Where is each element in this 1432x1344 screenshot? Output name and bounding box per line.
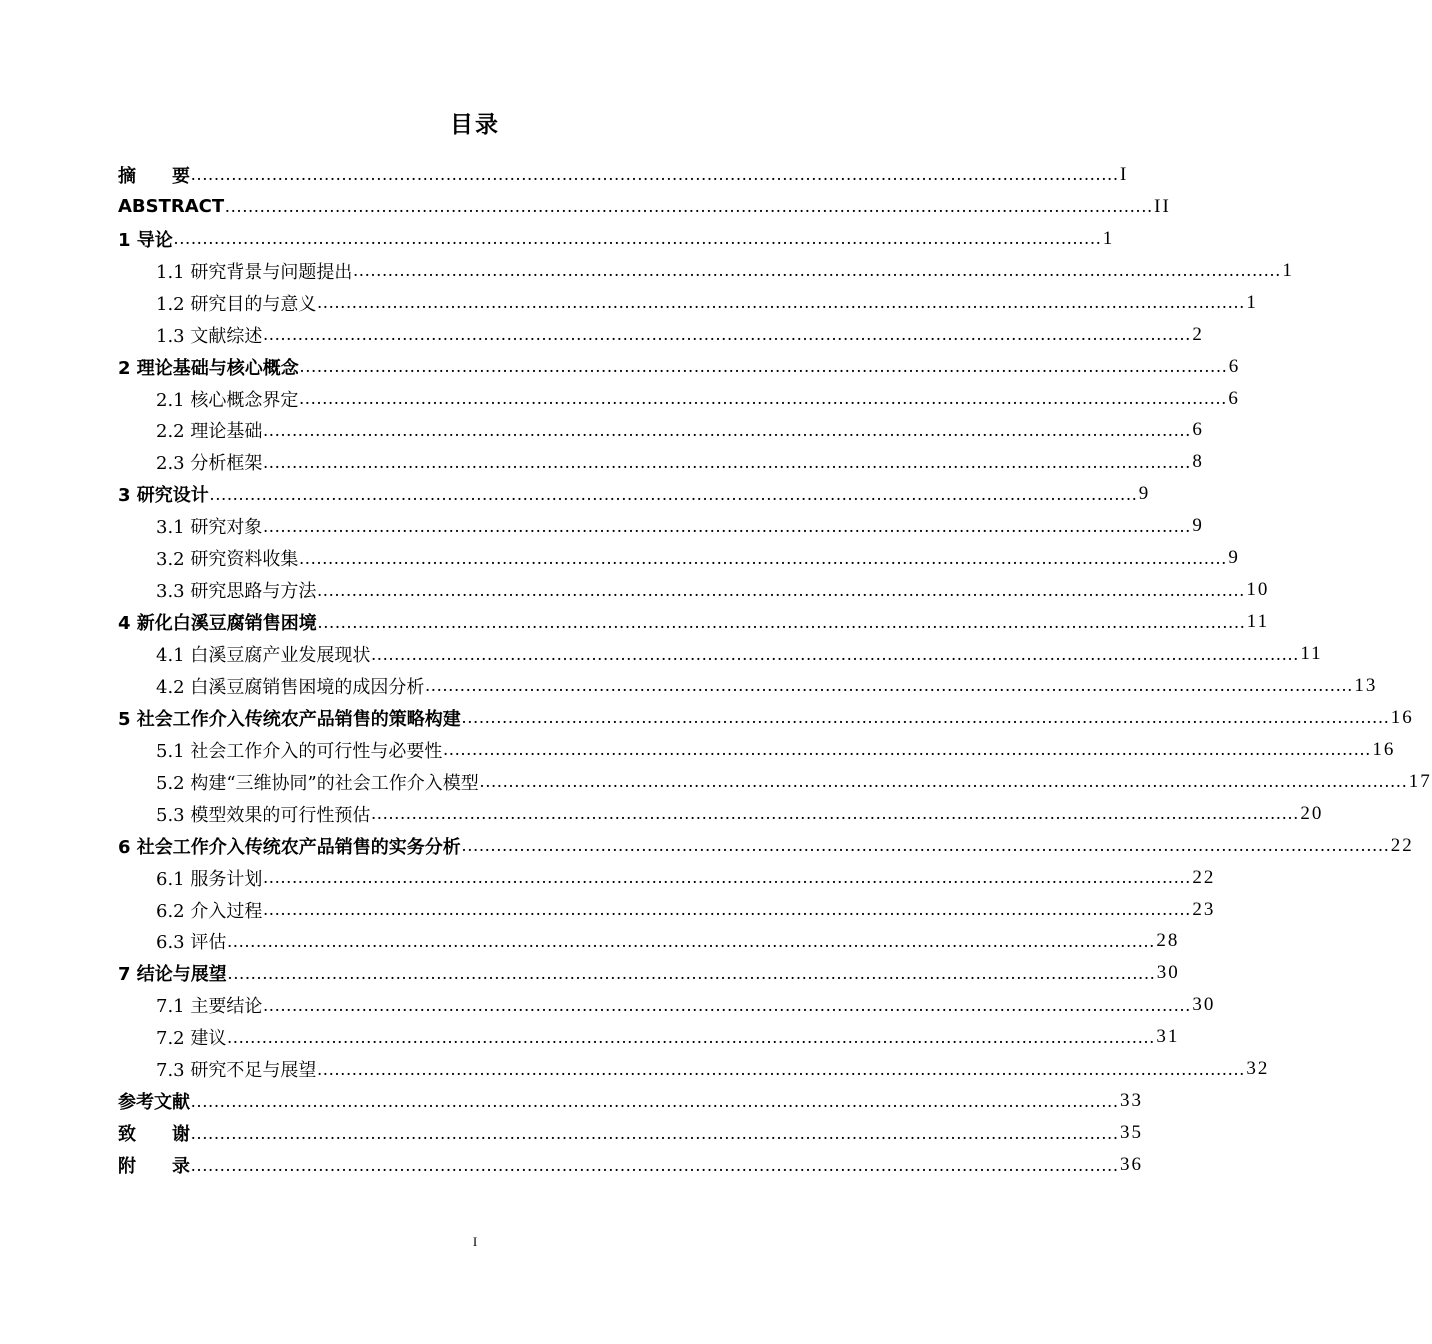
toc-entry-title: 2.2 理论基础 xyxy=(156,421,263,443)
toc-dot-leader: ................................................................................................................................................................ xyxy=(191,164,1119,185)
toc-entry[interactable] xyxy=(118,542,1240,574)
toc-entry-title: 1.2 研究目的与意义 xyxy=(156,293,317,315)
toc-entry[interactable] xyxy=(118,798,1324,830)
toc-entry-page: 6 xyxy=(1228,355,1241,377)
toc-dot-leader: ................................................................................................................................................................ xyxy=(263,419,1192,440)
toc-dot-leader: ................................................................................................................................................................ xyxy=(299,547,1228,568)
toc-entry[interactable] xyxy=(118,670,1378,702)
toc-entry-page: 32 xyxy=(1246,1058,1270,1080)
toc-entry-title: 7.3 研究不足与展望 xyxy=(156,1060,317,1082)
toc-entry-title: 2.3 分析框架 xyxy=(156,453,263,475)
toc-entry-page: 20 xyxy=(1300,802,1324,824)
toc-dot-leader: ................................................................................................................................................................ xyxy=(425,675,1354,696)
toc-entry-page: 22 xyxy=(1390,834,1414,856)
toc-entry-page: 17 xyxy=(1408,770,1432,792)
toc-dot-leader: ................................................................................................................................................................ xyxy=(227,1026,1156,1047)
toc-entry-title: 5.2 构建“三维协同”的社会工作介入模型 xyxy=(156,772,479,794)
toc-dot-leader: ................................................................................................................................................................ xyxy=(461,707,1390,728)
toc-entry-page: 35 xyxy=(1120,1122,1143,1144)
toc-entry[interactable] xyxy=(118,989,1216,1021)
toc-entry-title: 附 录 xyxy=(118,1156,190,1178)
toc-entry-page: 11 xyxy=(1300,643,1323,665)
toc-entry[interactable] xyxy=(118,287,1258,319)
toc-dot-leader: ................................................................................................................................................................ xyxy=(371,643,1300,664)
toc-dot-leader: ................................................................................................................................................................ xyxy=(263,451,1192,472)
toc-entry[interactable] xyxy=(118,510,1204,542)
toc-entry[interactable] xyxy=(118,830,1414,862)
toc-dot-leader: ................................................................................................................................................................ xyxy=(191,1154,1119,1175)
toc-entry-page: 33 xyxy=(1120,1090,1143,1112)
toc-entry[interactable] xyxy=(118,319,1204,351)
toc-entry-title: 参考文献 xyxy=(118,1092,190,1114)
toc-dot-leader: ................................................................................................................................................................ xyxy=(191,1122,1119,1143)
toc-entry[interactable] xyxy=(118,702,1414,734)
toc-entry[interactable] xyxy=(118,191,1171,223)
toc-entry-page: 22 xyxy=(1192,866,1216,888)
toc-entry[interactable] xyxy=(118,926,1180,958)
toc-entry-title: 5.3 模型效果的可行性预估 xyxy=(156,804,371,826)
toc-entry[interactable] xyxy=(118,446,1204,478)
toc-entry-title: 致 谢 xyxy=(118,1124,190,1146)
toc-entry-title: 7.1 主要结论 xyxy=(156,996,263,1018)
toc-entry-title: 3.1 研究对象 xyxy=(156,517,263,539)
toc-dot-leader: ................................................................................................................................................................ xyxy=(227,930,1156,951)
toc-entry-title: 5.1 社会工作介入的可行性与必要性 xyxy=(156,740,443,762)
toc-dot-leader: ................................................................................................................................................................ xyxy=(317,611,1246,632)
toc-entry-page: 31 xyxy=(1156,1026,1180,1048)
toc-dot-leader: ................................................................................................................................................................ xyxy=(443,739,1372,760)
toc-dot-leader: ................................................................................................................................................................ xyxy=(317,1058,1246,1079)
toc-entry-title: 1 导论 xyxy=(118,229,173,251)
toc-entry-page: 1 xyxy=(1102,227,1115,249)
toc-entry-title: 1.3 文献综述 xyxy=(156,325,263,347)
toc-entry[interactable] xyxy=(118,1053,1270,1085)
toc-entry-title: 6.2 介入过程 xyxy=(156,900,263,922)
toc-dot-leader: ................................................................................................................................................................ xyxy=(209,483,1138,504)
toc-entry-title: ABSTRACT xyxy=(118,196,225,218)
toc-entry[interactable] xyxy=(118,766,1432,798)
toc-dot-leader: ................................................................................................................................................................ xyxy=(299,388,1228,409)
toc-entry[interactable] xyxy=(118,1117,1143,1149)
toc-entry-title: 2.1 核心概念界定 xyxy=(156,389,299,411)
toc-entry-page: 11 xyxy=(1246,611,1270,633)
toc-entry-page: II xyxy=(1154,195,1171,217)
toc-entry[interactable] xyxy=(118,1149,1143,1181)
toc-entry[interactable] xyxy=(118,894,1216,926)
toc-entry-page: 16 xyxy=(1372,738,1396,760)
toc-entry-page: 23 xyxy=(1192,898,1216,920)
toc-entry[interactable] xyxy=(118,1021,1180,1053)
toc-entry[interactable] xyxy=(118,383,1240,415)
toc-entry-title: 1.1 研究背景与问题提出 xyxy=(156,261,353,283)
toc-entry-title: 4.1 白溪豆腐产业发展现状 xyxy=(156,645,371,667)
toc-entry-title: 6.1 服务计划 xyxy=(156,868,263,890)
toc-entry[interactable] xyxy=(118,415,1204,447)
toc-entry-title: 6.3 评估 xyxy=(156,932,227,954)
toc-entry[interactable] xyxy=(118,638,1323,670)
toc-entry-title: 4.2 白溪豆腐销售困境的成因分析 xyxy=(156,676,425,698)
toc-entry-page: 10 xyxy=(1246,579,1270,601)
toc-dot-leader: ................................................................................................................................................................ xyxy=(317,292,1246,313)
toc-entry[interactable] xyxy=(118,574,1270,606)
toc-entry-title: 6 社会工作介入传统农产品销售的实务分析 xyxy=(118,836,461,858)
toc-entry-page: 13 xyxy=(1354,674,1378,696)
toc-dot-leader: ................................................................................................................................................................ xyxy=(225,196,1154,217)
toc-entry-page: 9 xyxy=(1192,515,1204,537)
toc-entry-title: 7 结论与展望 xyxy=(118,964,227,986)
toc-dot-leader: ................................................................................................................................................................ xyxy=(317,579,1246,600)
toc-dot-leader: ................................................................................................................................................................ xyxy=(371,803,1300,824)
toc-entry-page: I xyxy=(1120,163,1129,185)
toc-entry[interactable] xyxy=(118,223,1115,255)
toc-dot-leader: ................................................................................................................................................................ xyxy=(299,356,1228,377)
toc-entry[interactable] xyxy=(118,734,1396,766)
toc-entry[interactable] xyxy=(118,957,1180,989)
toc-entry[interactable] xyxy=(118,606,1270,638)
toc-dot-leader: ................................................................................................................................................................ xyxy=(263,994,1192,1015)
toc-dot-leader: ................................................................................................................................................................ xyxy=(479,771,1408,792)
toc-entry-title: 7.2 建议 xyxy=(156,1028,227,1050)
toc-entry-title: 3.3 研究思路与方法 xyxy=(156,581,317,603)
toc-entry[interactable] xyxy=(118,478,1151,510)
toc-dot-leader: ................................................................................................................................................................ xyxy=(353,260,1282,281)
toc-entry[interactable] xyxy=(118,862,1216,894)
toc-entry-page: 30 xyxy=(1192,994,1216,1016)
toc-dot-leader: ................................................................................................................................................................ xyxy=(173,228,1102,249)
toc-entry-page: 9 xyxy=(1138,483,1151,505)
table-of-contents xyxy=(118,159,1432,1181)
toc-entry-title: 5 社会工作介入传统农产品销售的策略构建 xyxy=(118,708,461,730)
toc-dot-leader: ................................................................................................................................................................ xyxy=(263,867,1192,888)
toc-title: 目录 xyxy=(450,112,500,138)
toc-entry-page: 1 xyxy=(1246,291,1258,313)
toc-entry-title: 4 新化白溪豆腐销售困境 xyxy=(118,613,317,635)
toc-entry[interactable] xyxy=(118,1085,1143,1117)
toc-entry-page: 2 xyxy=(1192,323,1204,345)
toc-entry-title: 3 研究设计 xyxy=(118,485,209,507)
toc-entry[interactable] xyxy=(118,255,1294,287)
toc-dot-leader: ................................................................................................................................................................ xyxy=(191,1090,1119,1111)
toc-dot-leader: ................................................................................................................................................................ xyxy=(461,835,1390,856)
toc-entry-page: 16 xyxy=(1390,706,1414,728)
toc-entry[interactable] xyxy=(118,159,1129,191)
toc-entry-page: 30 xyxy=(1156,962,1180,984)
toc-entry[interactable] xyxy=(118,351,1241,383)
toc-dot-leader: ................................................................................................................................................................ xyxy=(263,899,1192,920)
toc-entry-page: 8 xyxy=(1192,451,1204,473)
toc-entry-page: 6 xyxy=(1228,387,1240,409)
toc-dot-leader: ................................................................................................................................................................ xyxy=(263,324,1192,345)
toc-entry-page: 9 xyxy=(1228,547,1240,569)
toc-entry-page: 6 xyxy=(1192,419,1204,441)
page-number: I xyxy=(472,1234,478,1249)
toc-entry-title: 2 理论基础与核心概念 xyxy=(118,357,299,379)
toc-dot-leader: ................................................................................................................................................................ xyxy=(263,515,1192,536)
toc-entry-title: 摘 要 xyxy=(118,165,190,187)
toc-entry-page: 1 xyxy=(1282,259,1294,281)
toc-entry-page: 36 xyxy=(1120,1154,1143,1176)
toc-dot-leader: ................................................................................................................................................................ xyxy=(227,962,1156,983)
toc-entry-page: 28 xyxy=(1156,930,1180,952)
toc-entry-title: 3.2 研究资料收集 xyxy=(156,549,299,571)
